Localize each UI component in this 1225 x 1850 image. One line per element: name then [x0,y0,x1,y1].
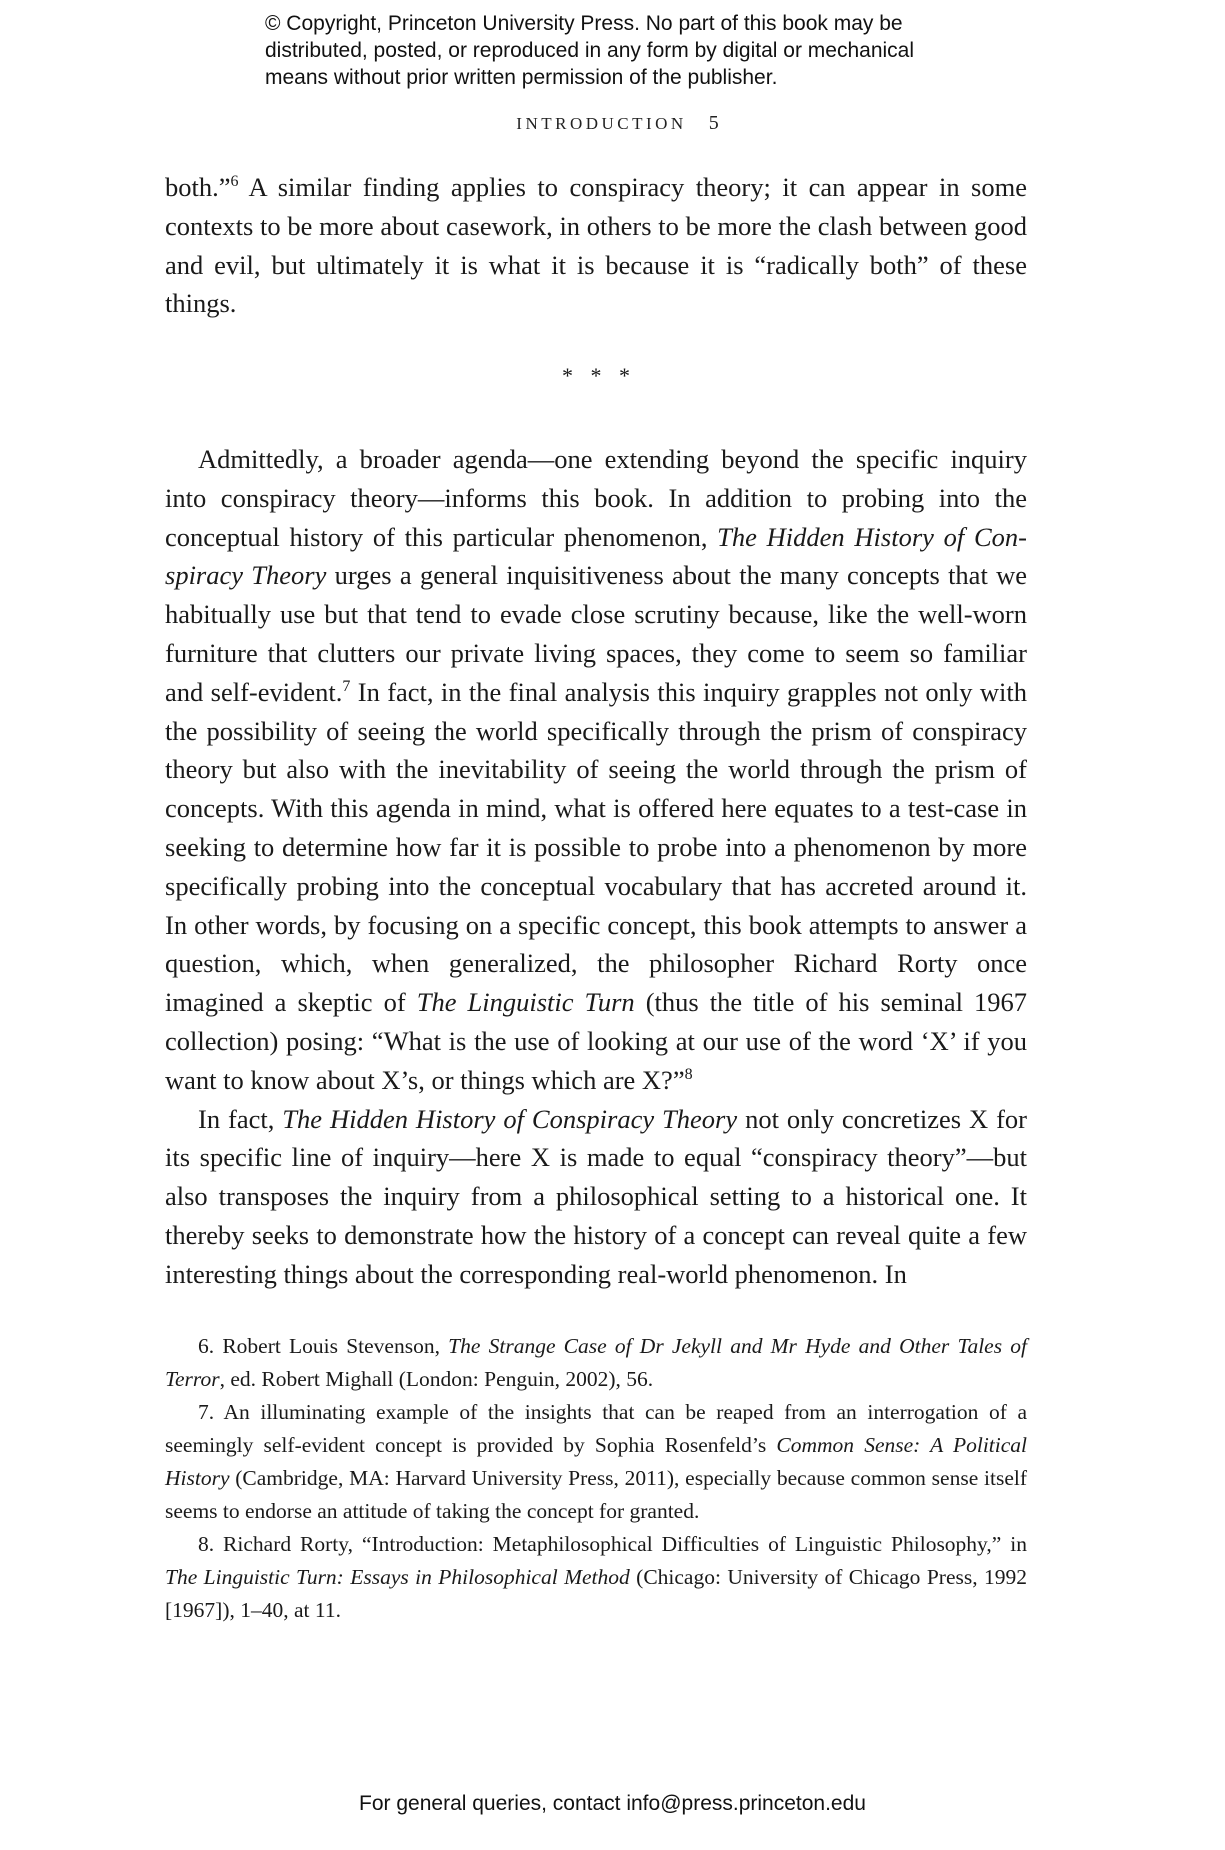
footnote-8-text-a: 8. Richard Rorty, “Introduction: Metaphilosophical Difficulties of Linguistic Philosophy,” in [198,1532,1027,1556]
paragraph-1-text-a: both.” [165,172,231,202]
paragraph-2-text-c: In fact, in the final analysis this inquiry grapples not only with the possibility of seeing the world specifically through the prism of conspiracy theory but also with the inevitability of seeing the world through the prism of concepts. With this agenda in mind, what is offered here equates to a test-case in seeking to determine how far it is possible to probe into a phenomenon by more specifically probing into the conceptual vocabulary that has accreted around it. In other words, by focusing on a specific concept, this book attempts to answer a question, which, when generalized, the philosopher Richard Rorty once imagined a skeptic of [165,676,1027,1018]
page-number: 5 [708,112,719,134]
paragraph-3 [165,1100,1027,1294]
paragraph-3-text-a: In fact, [198,1103,283,1134]
footnote-8-text-b: (Chicago: University of Chicago Press, 1992 [1967]), 1–40, at 11. [165,1565,1027,1622]
footnote-7 [165,1396,1027,1528]
running-head [0,112,1225,135]
book-title-italic: The Hidden History of Conspiracy Theory [282,1103,738,1134]
footer-contact: For general queries, contact info@press.princeton.edu [359,1792,866,1815]
paragraph-2-text-b: urges a general inquisitiveness about the many concepts that we habitually use but that tend to evade close scrutiny because, like the well-worn furniture that clutters our private living spaces, they come to seem so familiar and self-evident. [165,560,1027,707]
footnotes [165,1330,1027,1627]
footnote-ref-8[interactable]: 8 [684,1065,693,1083]
footnote-8 [165,1528,1027,1627]
copyright-line-2: distributed, posted, or reproduced in any form by digital or mechanical [265,39,915,62]
paragraph-2-text-d: (thus the title of his seminal 1967 collection) posing: “What is the use of looking at our use of the word ‘X’ if you want to know about X’s, or things which are X?” [165,987,1027,1095]
running-head-section: INTRODUCTION [516,114,687,133]
footnote-7-text-b: (Cambridge, MA: Harvard University Press, 2011), especially because common sense itself seems to endorse an attitude of taking the concept for granted. [165,1466,1027,1523]
footnote-6 [165,1330,1027,1396]
copyright-notice [265,10,965,91]
main-text [165,168,1027,1294]
book-title-italic: The Linguistic Turn [416,987,635,1018]
footnote-6-title: The Strange Case of Dr Jekyll and Mr Hyde and Other Tales of Terror [165,1334,1027,1391]
paragraph-2-text-a: Admittedly, a broader agenda—one extending beyond the specific inquiry into conspiracy theory—informs this book. In addition to probing into the conceptual history of this particular phenomenon, [165,443,1027,552]
paragraph-1-text-b: A similar finding applies to conspiracy theory; it can appear in some contexts to be more about casework, in others to be more the clash between good and evil, but ultimately it is what it is because it is “radically both” of these things. [165,172,1027,319]
copyright-line-1: © Copyright, Princeton University Press. No part of this book may be [265,12,903,35]
paragraph-3-text-b: not only concretizes X for its specific line of inquiry—here X is made to equal “conspiracy theory”—but also transposes the inquiry from a philosophical setting to a historical one. It thereby seeks to demonstrate how the history of a concept can reveal quite a few interesting things about the corresponding real-world phenomenon. In [165,1103,1027,1289]
footnote-6-text-b: , ed. Robert Mighall (London: Penguin, 2002), 56. [219,1367,654,1391]
footnote-8-title: The Linguistic Turn: Essays in Philosophical Method [165,1565,630,1589]
section-break-ornament: * * * [562,363,636,389]
footnote-7-text-a: 7. An illuminating example of the insights that can be reaped from an interrogation of a seemingly self-evident concept is provided by Sophia Rosenfeld’s [165,1400,1027,1457]
paragraph-2 [165,440,1027,1100]
copyright-line-3: means without prior written permission of the publisher. [265,66,778,89]
footnote-6-text-a: 6. Robert Louis Stevenson, [198,1334,449,1358]
footnote-ref-6[interactable]: 6 [230,173,239,191]
footnote-ref-7[interactable]: 7 [342,677,351,695]
paragraph-1 [165,168,1027,323]
book-title-italic: The Hidden History of Conspiracy Theory [165,521,1027,591]
footnote-7-title: Common Sense: A Political History [165,1433,1028,1490]
